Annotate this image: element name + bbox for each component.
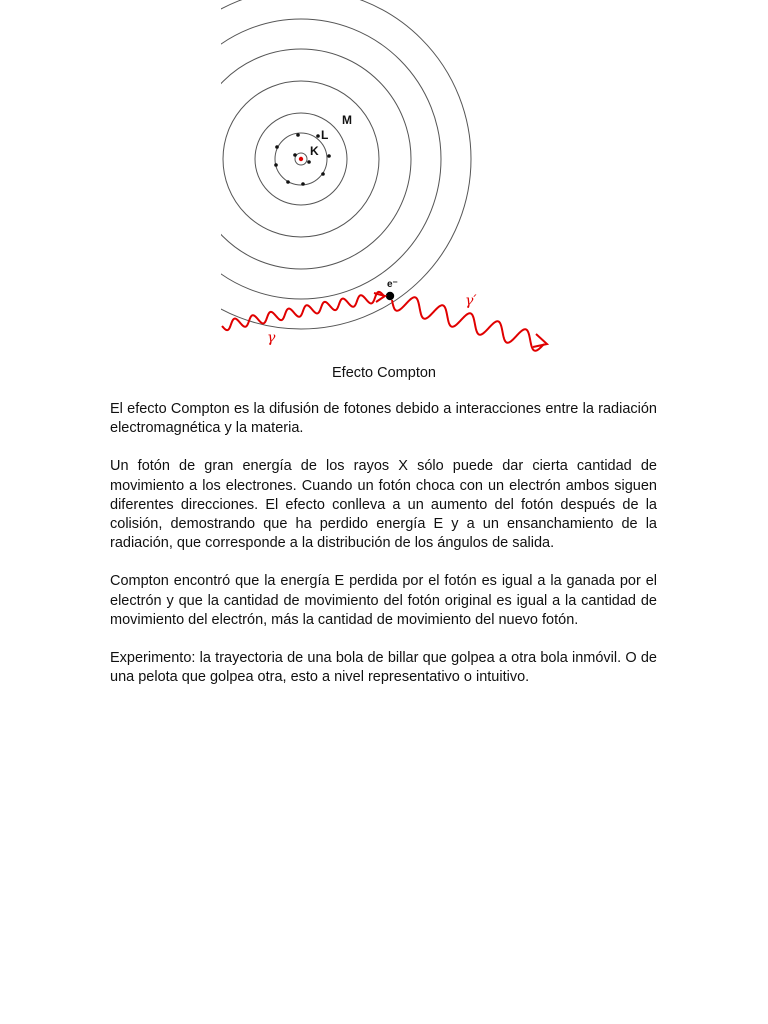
shell-label-k: K	[310, 144, 319, 158]
electron-dot	[316, 134, 320, 138]
shell-label-m: M	[342, 113, 352, 127]
incident-photon-label: γ	[267, 330, 276, 346]
paragraph-experiment: Experimento: la trayectoria de una bola de billar que golpea a otra bola inmóvil. O de una pelota que golpea otra, esto a nivel representativo o intuitivo.	[110, 650, 657, 686]
figure-caption: Efecto Compton	[332, 365, 436, 381]
target-electron	[386, 292, 394, 300]
electron-dot	[321, 172, 325, 176]
shell-label-l: L	[321, 128, 329, 142]
electron-dot	[301, 182, 305, 186]
paragraph-conservation: Compton encontró que la energía E perdida por el fotón es igual a la ganada por el electrón y que la cantidad de movimiento del fotón original es igual a la cantidad de movimiento del electrón, más la cantidad de movimiento del nuevo fotón.	[110, 573, 657, 628]
paragraph-explanation: Un fotón de gran energía de los rayos X sólo puede dar cierta cantidad de movimiento a los electrones. Cuando un fotón choca con un electrón ambos siguen diferentes direcciones. El efecto conlleva a un aumento del fotón después de la colisión, demostrando que ha perdido energía E y a un ensanchamiento de la radiación, que corresponde a la distribución de los ángulos de salida.	[110, 458, 657, 552]
article-body	[110, 400, 657, 706]
scattered-photon-arrowhead	[533, 334, 547, 347]
electron-dot	[274, 163, 278, 167]
electron-dot	[327, 154, 331, 158]
electron-dot	[307, 160, 311, 164]
incident-photon-wave	[222, 292, 384, 330]
electron-label: e⁻	[387, 279, 398, 290]
nucleus	[299, 157, 303, 161]
electron-dot	[293, 153, 297, 157]
scattered-photon-label: γ′	[465, 293, 477, 309]
electron-dot	[296, 133, 300, 137]
electron-dot	[286, 180, 290, 184]
electron-dot	[275, 145, 279, 149]
compton-effect-diagram	[0, 0, 768, 360]
paragraph-definition: El efecto Compton es la difusión de fotones debido a interacciones entre la radiación electromagnética y la materia.	[110, 401, 657, 437]
